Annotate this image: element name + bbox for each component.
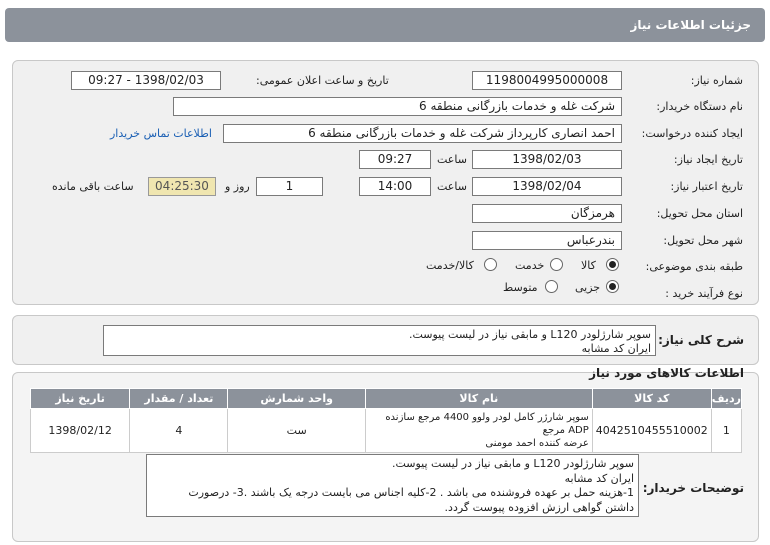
notes-line-1: سوپر شارژلودر L120 و مابقی نیاز در لیست پیوست. [391,457,634,470]
notes-line-2: ایران کد مشابه [564,471,634,485]
contact-buyer-link[interactable]: اطلاعات تماس خریدار [110,127,212,140]
notes-textbox [146,454,639,517]
notes-line-4: داشتن گواهی ارزش افزوده پیوست گردد. [444,500,634,514]
summary-line-2: ایران کد مشابه [581,342,651,355]
announce-label: تاریخ و ساعت اعلان عمومی: [256,74,389,87]
city-field: بندرعباس [472,231,622,250]
cell-name-line-1: سوپر شارژر کامل لودر ولوو 4400 مرجع سازنده ADP مرجع [385,412,589,436]
category-option-goods: کالا [581,259,596,272]
need-number-field: 1198004995000008 [472,71,622,90]
buyer-label: نام دستگاه خریدار: [656,100,743,113]
process-option-medium: متوسط [503,281,538,294]
category-option-goods-service: کالا/خدمت [426,259,474,272]
notes-line-3: 1-هزینه حمل بر عهده فروشنده می باشد . 2-کلیه اجناس می بایست درجه یک باشند .3- درصورت [188,486,634,499]
cell-qty: 4 [130,409,228,453]
requester-field: احمد انصاری کارپرداز شرکت غله و خدمات بازرگانی منطقه 6 [223,124,622,143]
table-row [31,409,742,453]
remaining-time-field: 04:25:30 [148,177,216,196]
page-title: جزئیات اطلاعات نیاز [630,18,751,32]
process-radio-minor[interactable] [606,280,619,293]
validity-time-label: ساعت [437,180,467,193]
remaining-days-field: 1 [256,177,323,196]
category-radio-service[interactable] [550,258,563,271]
page-header [5,8,765,42]
items-table [30,388,742,453]
cell-name [365,409,592,453]
items-section-title: اطلاعات کالاهای مورد نیاز [589,366,744,380]
created-date-label: تاریخ ایجاد نیاز: [673,153,743,166]
col-name: نام کالا [365,389,592,409]
col-unit: واحد شمارش [228,389,365,409]
cell-row: 1 [711,409,741,453]
requester-label: ایجاد کننده درخواست: [641,127,743,140]
category-radio-goods[interactable] [606,258,619,271]
cell-unit: ست [228,409,365,453]
cell-name-line-2: عرضه کننده احمد مومنی [485,438,589,449]
col-date: تاریخ نیاز [31,389,130,409]
category-option-service: خدمت [515,259,545,272]
summary-line-1: سوپر شارژلودر L120 و مابقی نیاز در لیست پیوست. [408,328,651,341]
need-number-label: شماره نیاز: [690,74,743,87]
remaining-label: ساعت باقی مانده [52,180,134,193]
summary-label: شرح کلی نیاز: [658,333,744,347]
summary-textbox [103,325,656,356]
process-radio-medium[interactable] [545,280,558,293]
province-field: هرمزگان [472,204,622,223]
created-date-field: 1398/02/03 [472,150,622,169]
city-label: شهر محل تحویل: [663,234,743,247]
notes-label: توضیحات خریدار: [642,481,744,495]
category-radio-goods-service[interactable] [484,258,497,271]
items-table-header [31,389,742,409]
category-label: طبقه بندی موضوعی: [645,260,743,273]
cell-code: 4042510455510002 [592,409,711,453]
process-label: نوع فرآیند خرید : [665,287,743,300]
validity-time-field: 14:00 [359,177,431,196]
validity-date-field: 1398/02/04 [472,177,622,196]
created-time-label: ساعت [437,153,467,166]
buyer-field: شرکت غله و خدمات بازرگانی منطقه 6 [173,97,622,116]
validity-date-label: تاریخ اعتبار نیاز: [670,180,743,193]
col-row: ردیف [711,389,741,409]
announce-field: 1398/02/03 - 09:27 [71,71,221,90]
col-code: کد کالا [592,389,711,409]
col-qty: تعداد / مقدار [130,389,228,409]
process-option-minor: جزیی [575,281,601,294]
days-label: روز و [225,180,250,193]
cell-date: 1398/02/12 [31,409,130,453]
province-label: استان محل تحویل: [656,207,743,220]
created-time-field: 09:27 [359,150,431,169]
